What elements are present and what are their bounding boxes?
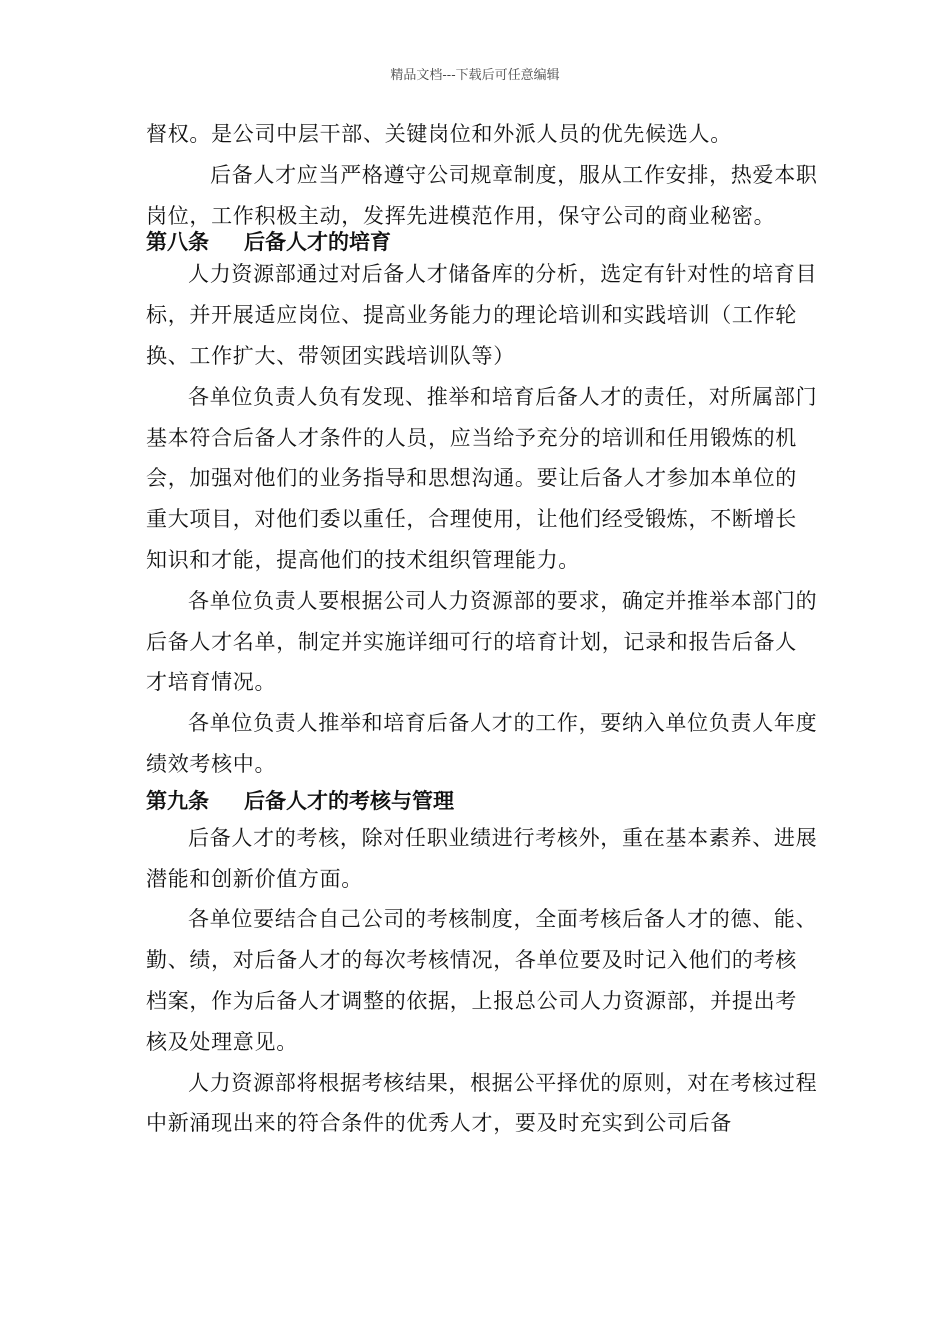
paragraph-assessment-records: 各单位要结合自己公司的考核制度，全面考核后备人才的德、能、勤、绩，对后备人才的每次考核情况，各单位要及时记入他们的考核档案，作为后备人才调整的依据，上报总公司人力资源部，并提出考核及处理意见。 (146, 907, 818, 1054)
page-header: 精品文档---下载后可任意编辑 (390, 68, 560, 83)
article-9-title: 后备人才的考核与管理 (244, 788, 454, 813)
document-body (146, 114, 818, 1144)
article-8-number: 第八条 (146, 230, 209, 255)
paragraph-reserve-conduct: 后备人才应当严格遵守公司规章制度，服从工作安排，热爱本职岗位，工作积极主动，发挥先进模范作用，保守公司的商业秘密。 (146, 162, 818, 228)
paragraph-hr-selection: 人力资源部将根据考核结果，根据公平择优的原则，对在考核过程中新涌现出来的符合条件的优秀人才，要及时充实到公司后备 (146, 1070, 818, 1136)
paragraph-hr-training: 人力资源部通过对后备人才储备库的分析，选定有针对性的培育目标，并开展适应岗位、提高业务能力的理论培训和实践培训（工作轮换、工作扩大、带领团实践培训队等） (146, 262, 818, 368)
paragraph-assessment-focus: 后备人才的考核，除对任职业绩进行考核外，重在基本素养、进展潜能和创新价值方面。 (146, 825, 818, 891)
paragraph-performance-review: 各单位负责人推举和培育后备人才的工作，要纳入单位负责人年度绩效考核中。 (146, 711, 818, 776)
article-9-heading (146, 785, 818, 818)
paragraph-unit-nomination: 各单位负责人要根据公司人力资源部的要求，确定并推举本部门的后备人才名单，制定并实施详细可行的培育计划，记录和报告后备人才培育情况。 (146, 588, 818, 695)
paragraph-unit-responsibility: 各单位负责人负有发现、推举和培育后备人才的责任，对所属部门基本符合后备人才条件的人员，应当给予充分的培训和任用锻炼的机会，加强对他们的业务指导和思想沟通。要让后备人才参加本单位的重大项目，对他们委以重任，合理使用，让他们经受锻炼，不断增长知识和才能，提高他们的技术组织管理能力。 (146, 384, 818, 572)
article-9-number: 第九条 (146, 788, 209, 813)
paragraph-continuation: 督权。是公司中层干部、关键岗位和外派人员的优先候选人。 (146, 122, 732, 146)
article-8-title: 后备人才的培育 (244, 230, 391, 255)
